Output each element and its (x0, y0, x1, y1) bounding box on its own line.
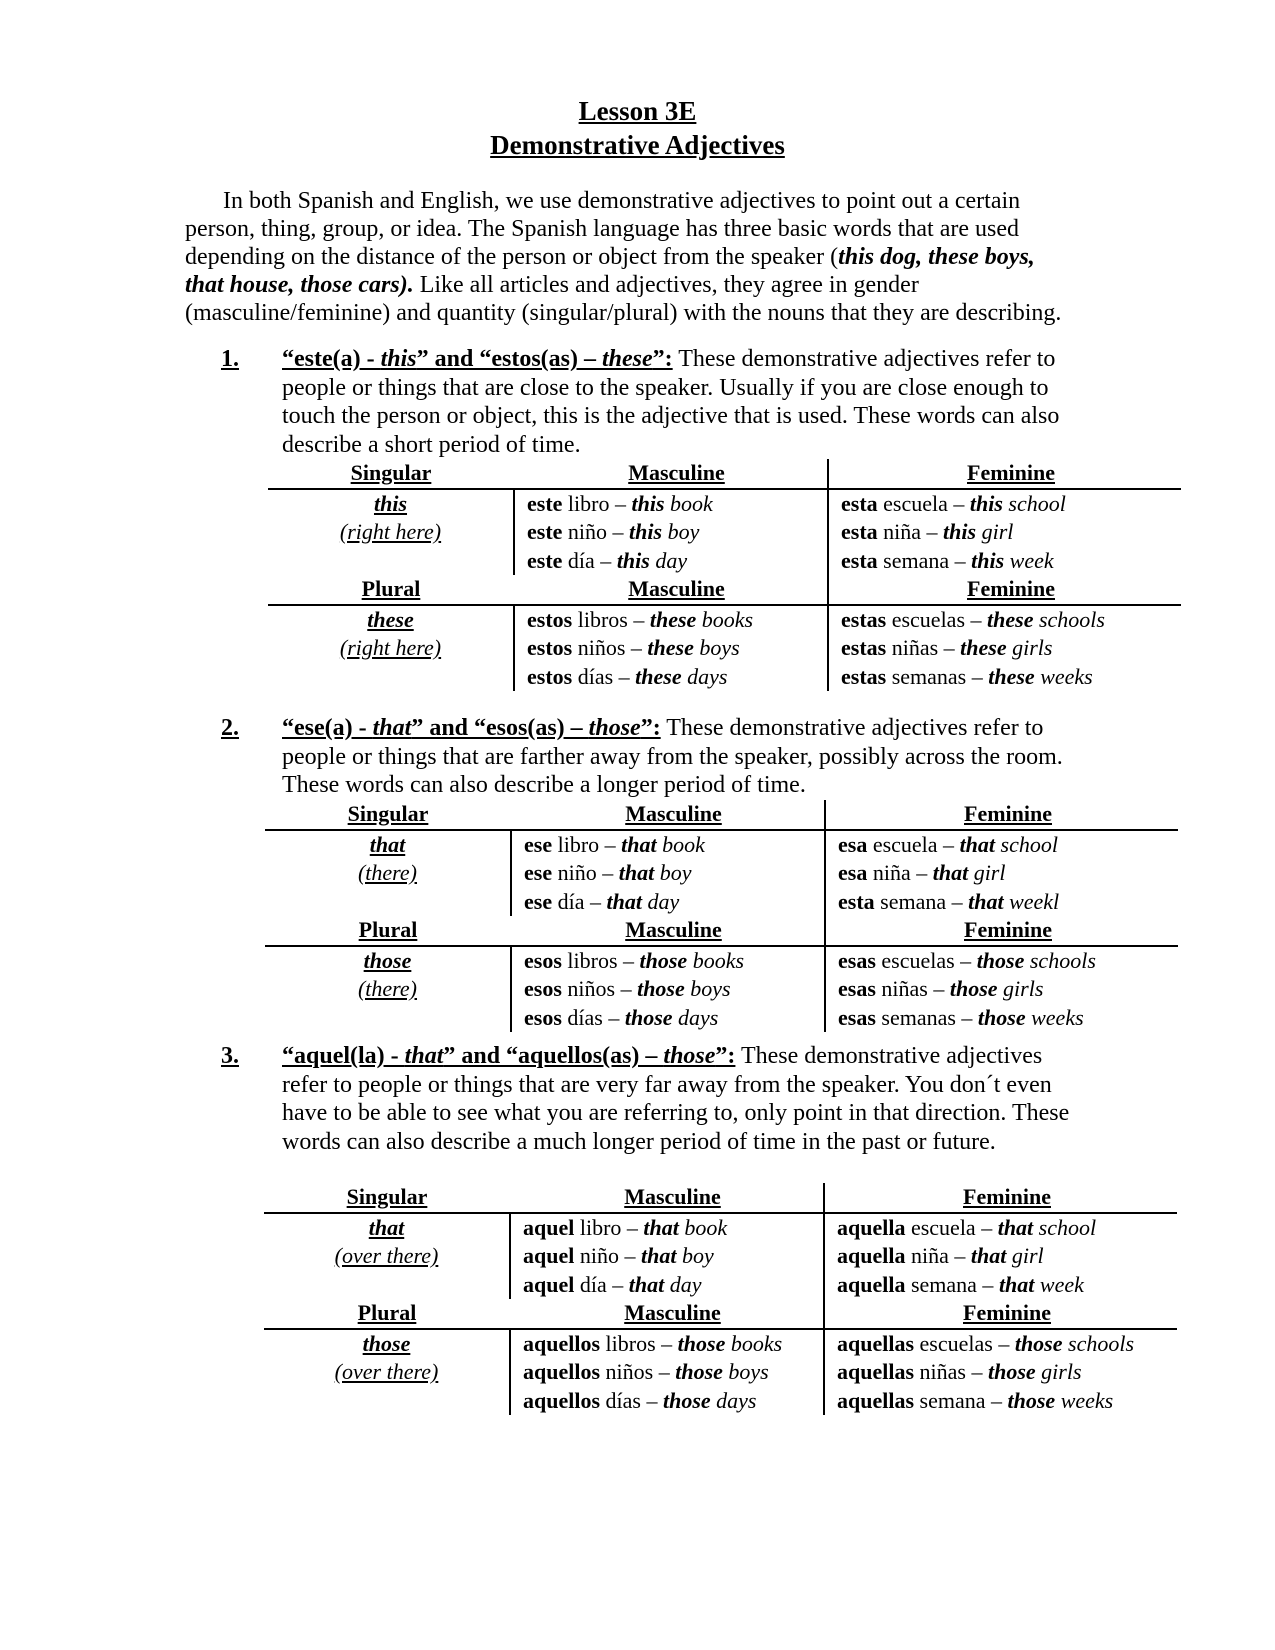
table-row: (over there) aquellos niños – those boys aquellas niñas – those girls (264, 1358, 1177, 1387)
table-row: (there) ese niño – that boy esa niña – that girl (265, 859, 1178, 888)
table-header-singular: Singular Masculine Feminine (268, 459, 1181, 489)
intro-paragraph (185, 187, 1065, 327)
table-row: these estos libros – these books estas escuelas – these schools (268, 605, 1181, 635)
section-text: These demonstrative adjectives refer to people or things that are very far away from the speaker. You don´t even have to be able to see what you are referring to, only point in that direction. These words can also describe a much longer period of time in the past or future. (282, 1043, 1070, 1155)
table-row: (there) esos niños – those boys esas niñas – those girls (265, 975, 1178, 1004)
table-row: esos días – those days esas semanas – those weeks (265, 1004, 1178, 1033)
section-text: These demonstrative adjectives refer to people or things that are farther away from the speaker, possibly across the room. These words can also describe a longer period of time. (282, 715, 1063, 798)
table-row: aquel día – that day aquella semana – that week (264, 1271, 1177, 1300)
table-row: those esos libros – those books esas escuelas – those schools (265, 946, 1178, 976)
table-section-3 (264, 1183, 1177, 1415)
table-row: that aquel libro – that book aquella escuela – that school (264, 1213, 1177, 1243)
section-description (282, 714, 1072, 800)
intro-examples: this dog, these boys, that house, those cars). (185, 244, 1035, 298)
section-number: 1. (221, 346, 239, 372)
table-header-plural: Plural Masculine Feminine (265, 916, 1178, 946)
section-number: 3. (221, 1043, 239, 1069)
lesson-subtitle: Demonstrative Adjectives (490, 130, 785, 160)
table-header-singular: Singular Masculine Feminine (264, 1183, 1177, 1213)
table-row: that ese libro – that book esa escuela – that school (265, 830, 1178, 860)
section-description (282, 345, 1082, 459)
section-text: These demonstrative adjectives refer to people or things that are close to the speaker. Usually if you are close enough to touch the person or object, this is the adjective that is used. These words can also describe a short period of time. (282, 346, 1060, 458)
section-description (282, 1042, 1072, 1156)
table-row: (right here) este niño – this boy esta niña – this girl (268, 518, 1181, 547)
table-header-singular: Singular Masculine Feminine (265, 800, 1178, 830)
table-section-1 (268, 459, 1181, 691)
table-row: estos días – these days estas semanas – these weeks (268, 663, 1181, 692)
table-row: those aquellos libros – those books aquellas escuelas – those schools (264, 1329, 1177, 1359)
table-header-plural: Plural Masculine Feminine (268, 575, 1181, 605)
table-section-2 (265, 800, 1178, 1032)
table-row: this este libro – this book esta escuela – this school (268, 489, 1181, 519)
section-number: 2. (221, 715, 239, 741)
section-heading: “este(a) - this” and “estos(as) – these”: (282, 346, 673, 372)
intro-part2: Like all articles and adjectives, they agree in gender (masculine/feminine) and quantity (singular/plural) with the nouns that they are describing. (185, 272, 1062, 326)
table-row: (right here) estos niños – these boys estas niñas – these girls (268, 634, 1181, 663)
table-row: este día – this day esta semana – this week (268, 547, 1181, 576)
table-row: (over there) aquel niño – that boy aquella niña – that girl (264, 1242, 1177, 1271)
intro-part1: In both Spanish and English, we use demonstrative adjectives to point out a certain person, thing, group, or idea. The Spanish language has three basic words that are used depending on the distance of the person or object from the speaker ( (185, 188, 1021, 270)
table-header-plural: Plural Masculine Feminine (264, 1299, 1177, 1329)
lesson-title: Lesson 3E (578, 96, 697, 126)
section-heading: “aquel(la) - that” and “aquellos(as) – those”: (282, 1043, 736, 1069)
table-row: ese día – that day esta semana – that weekl (265, 888, 1178, 917)
section-heading: “ese(a) - that” and “esos(as) – those”: (282, 715, 661, 741)
table-row: aquellos días – those days aquellas semana – those weeks (264, 1387, 1177, 1416)
